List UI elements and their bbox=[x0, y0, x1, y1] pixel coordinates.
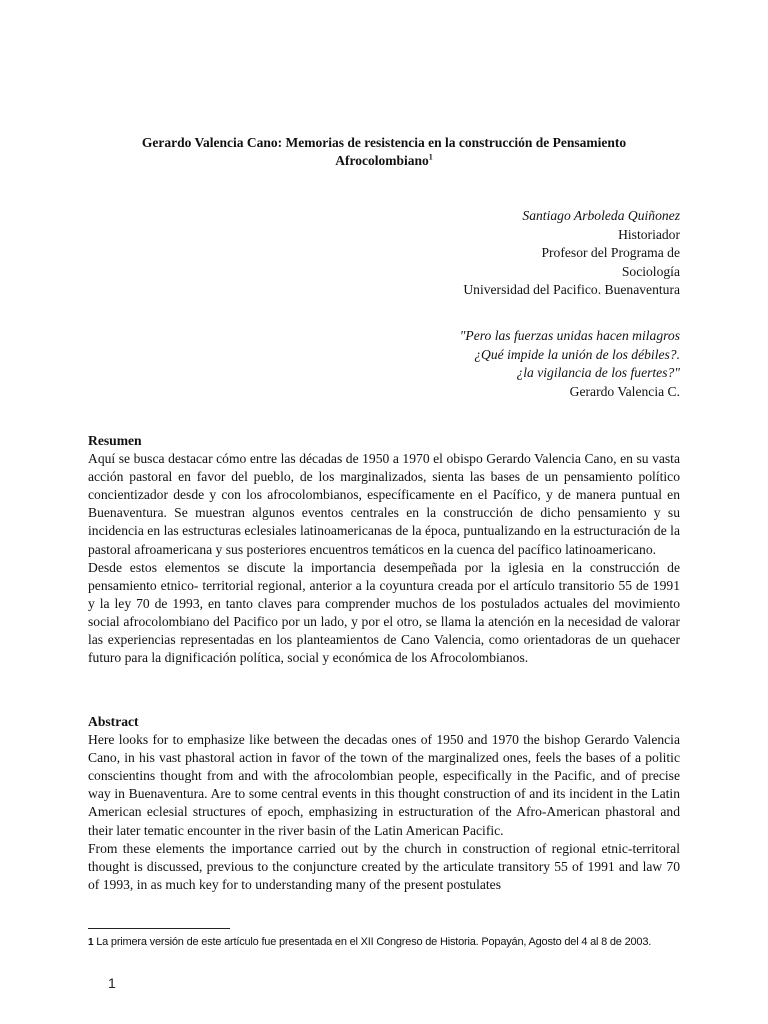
epigraph-line2: ¿Qué impide la unión de los débiles?. bbox=[474, 346, 680, 362]
footnote-text: La primera versión de este artículo fue presentada en el XII Congreso de Historia. Popayán, Agosto del 4 al 8 de 2003. bbox=[96, 936, 652, 948]
page-number: 1 bbox=[108, 975, 116, 991]
footnote bbox=[88, 935, 680, 951]
author-position-line1: Profesor del Programa de bbox=[541, 245, 680, 261]
resumen-section bbox=[88, 432, 680, 667]
author-role: Historiador bbox=[618, 226, 680, 242]
abstract-paragraph-2: From these elements the importance carried out by the church in construction of regional etnic-territoral thought is discussed, previous to the conjuncture created by the articulate transitory 55 of 1991 and law 70 of 1993, in as much key for to understanding many of the present postulates bbox=[88, 840, 680, 892]
author-position-line2: Sociología bbox=[621, 263, 680, 279]
abstract-paragraph-1: Here looks for to emphasize like between the decadas ones of 1950 and 1970 the bishop Gerardo Valencia Cano, in his vast phastoral action in favor of the town of the marginalized ones, feels the bases of a politic conscientins thought from and with the afrocolombian people, especifically in the Pacific, and of precise way in Buenaventura. Are to some central events in this thought construction of and its incident in the Latin American eclesial structures of epoch, emphasizing in estructuration of the Afro-American phastoral and their later tematic encounter in the river basin of the Latin American Pacific. bbox=[88, 732, 680, 838]
abstract-heading: Abstract bbox=[88, 714, 139, 729]
resumen-heading: Resumen bbox=[88, 433, 142, 448]
document-title bbox=[100, 134, 668, 170]
epigraph-line3: ¿la vigilancia de los fuertes?" bbox=[516, 365, 680, 381]
author-name: Santiago Arboleda Quiñonez bbox=[522, 208, 680, 223]
author-institution: Universidad del Pacifico. Buenaventura bbox=[463, 282, 680, 298]
epigraph-line1: "Pero las fuerzas unidas hacen milagros bbox=[459, 328, 680, 343]
footnote-marker: 1 bbox=[88, 937, 94, 948]
author-block bbox=[320, 207, 680, 300]
resumen-paragraph-2: Desde estos elementos se discute la importancia desempeñada por la iglesia en la construcción de pensamiento etnico- territorial regional, anterior a la coyuntura creada por el artículo transitorio 55 de 1991 y la ley 70 de 1993, en tanto claves para comprender muchos de los postulados actuales del movimiento social afrocolombiano del Pacifico por un lado, y por el otro, se llama la atención en la necesidad de valorar las experiencias representadas en los planteamientos de Cano Valencia, como orientadoras de un quehacer futuro para la dignificación política, social y económica de los Afrocolombianos. bbox=[88, 559, 680, 666]
abstract-section bbox=[88, 713, 680, 894]
epigraph-attribution: Gerardo Valencia C. bbox=[569, 383, 680, 399]
resumen-paragraph-1: Aquí se busca destacar cómo entre las décadas de 1950 a 1970 el obispo Gerardo Valencia Cano, en su vasta acción pastoral en favor del pueblo, de los marginalizados, sienta las bases de un pensamiento político concientizador desde y con los afrocolombianos, específicamente en el Pacífico, y de manera puntual en Buenaventura. Se muestran algunos eventos centrales en la construcción de dicho pensamiento y su incidencia en las estructuras eclesiales latinoamericanas de la época, puntualizando en la estructuración de la pastoral afroamericana y sus posteriores encuentros temáticos en la cuenca del pacífico latinoamericano. bbox=[88, 451, 680, 557]
epigraph bbox=[280, 327, 680, 401]
title-footnote-marker[interactable]: 1 bbox=[428, 152, 433, 162]
title-text: Gerardo Valencia Cano: Memorias de resistencia en la construcción de Pensamiento Afrocolombiano bbox=[141, 135, 627, 168]
footnote-separator bbox=[88, 928, 230, 929]
